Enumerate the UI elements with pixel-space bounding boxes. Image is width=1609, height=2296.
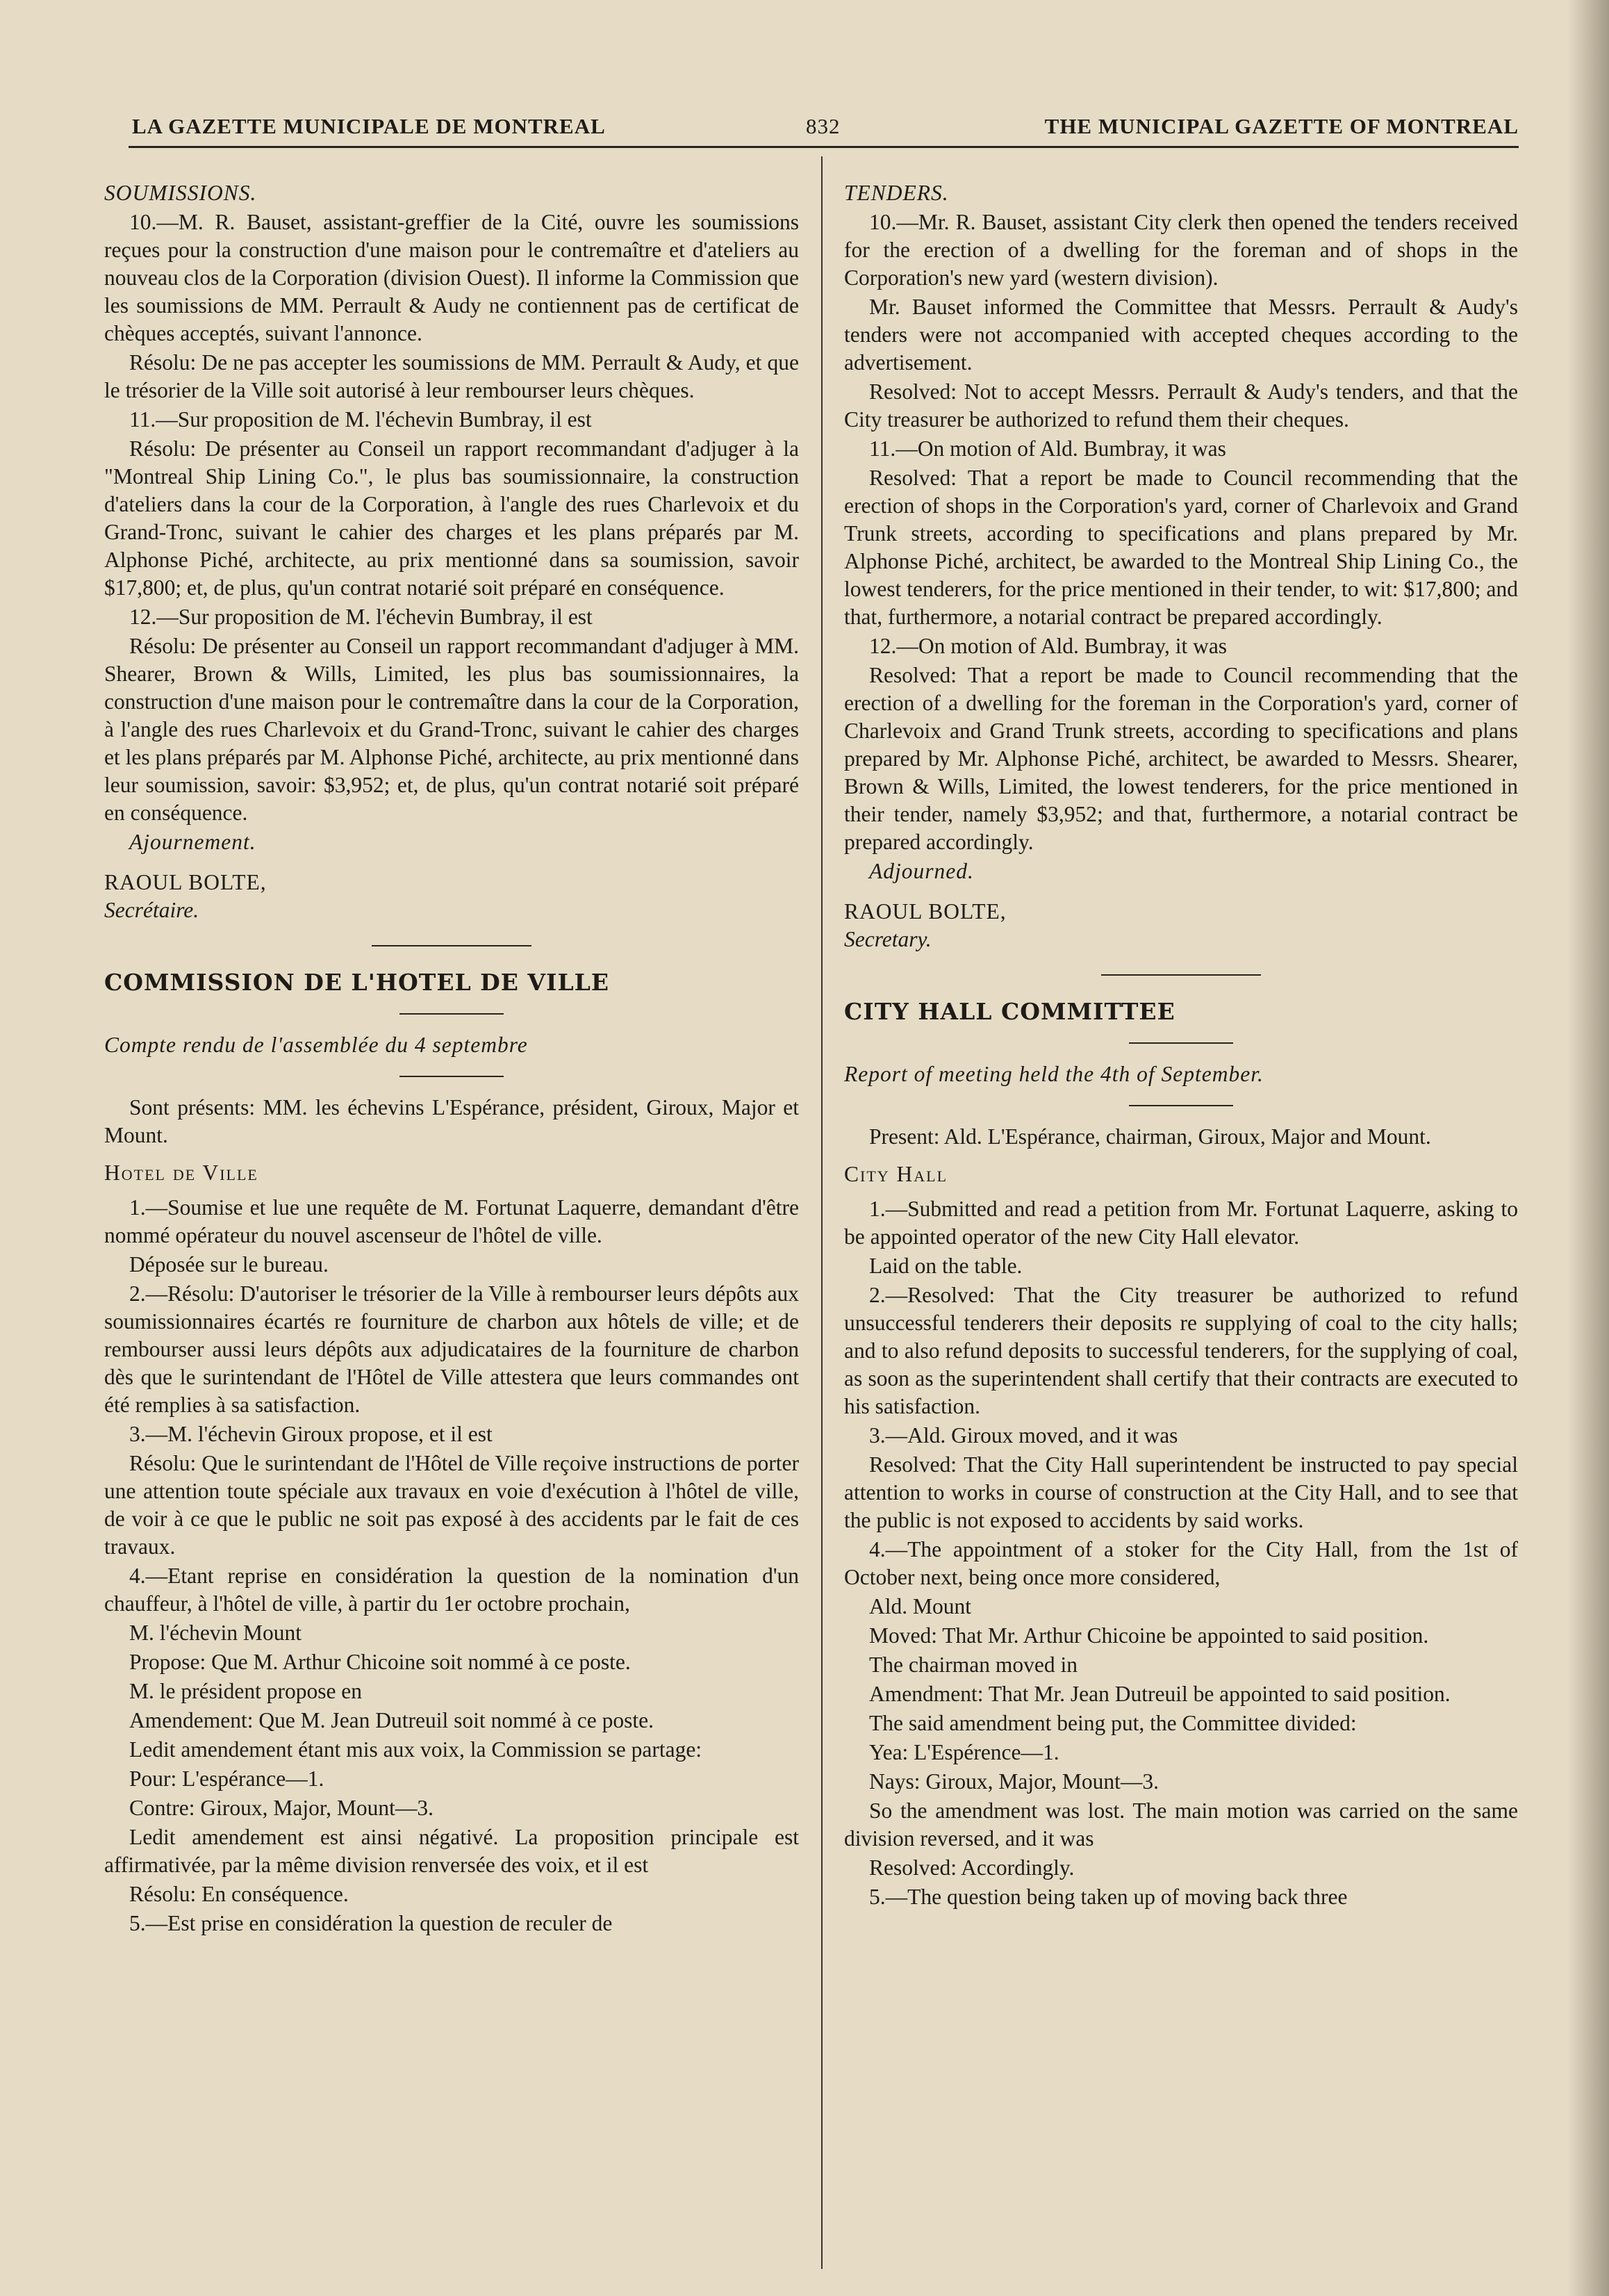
paragraph: 1.—Submitted and read a petition from Mr. Fortunat Laquerre, asking to be appointed operator of the new City Hall elevator. [844,1197,1518,1249]
paragraph: 2.—Résolu: D'autoriser le trésorier de la Ville à rembourser leurs dépôts aux soumissionnaires écartés re fourniture de charbon aux hôtels de ville; et de rembourser aussi leurs dépôts aux adjudicataires de la fourniture de charbon dès que le surintendant de l'Hôtel de Ville attestera que leurs commandes ont été remplies à sa satisfaction. [104,1281,799,1417]
paragraph: 1.—Soumise et lue une requête de M. Fortunat Laquerre, demandant d'être nommé opérateur du nouvel ascenseur de l'hôtel de ville. [104,1195,799,1247]
section-title: COMMISSION DE L'HOTEL DE VILLE [104,969,610,996]
sub-heading: Hotel de Ville [104,1161,258,1185]
french-column [104,179,799,1939]
header-english-title: THE MUNICIPAL GAZETTE OF MONTREAL [1044,114,1519,138]
paragraph: Resolved: Not to accept Messrs. Perrault & Audy's tenders, and that the City treasurer be authorized to refund them their cheques. [844,379,1518,432]
paragraph: Ald. Mount [869,1594,972,1618]
paragraph: 12.—Sur proposition de M. l'échevin Bumbray, il est [129,605,593,629]
paragraph: 10.—Mr. R. Bauset, assistant City clerk then opened the tenders received for the erection of a dwelling for the foreman and of shops in the Corporation's new yard (western division). [844,210,1518,290]
paragraph: Résolu: De présenter au Conseil un rapport recommandant d'adjuger à MM. Shearer, Brown & Wills, Limited, les plus bas soumissionnaires, la construction d'une maison pour le contremaître dans la cour de la Corporation, à l'angle des rues Charlevoix et du Grand-Tronc, suivant le cahier des charges et les plans préparés par M. Alphonse Piché, architecte, au prix mentionné dans leur soumission, savoir: $3,952; et, de plus, qu'un contrat notarié soit préparé en conséquence. [104,634,799,825]
page-number: 832 [806,114,841,138]
section-heading-soumissions: SOUMISSIONS. [104,181,257,205]
paragraph: 4.—Etant reprise en considération la question de la nomination d'un chauffeur, à l'hôtel de ville, à partir du 1er octobre prochain, [104,1564,799,1616]
signature-role: Secrétaire. [104,898,199,922]
adjournment: Adjourned. [869,859,974,883]
section-heading-tenders: TENDERS. [844,181,949,205]
divider [399,1076,504,1077]
paragraph: Amendement: Que M. Jean Dutreuil soit nommé à ce poste. [129,1708,654,1732]
adjournment: Ajournement. [129,830,256,854]
paragraph: Yea: L'Espérence—1. [869,1740,1059,1764]
paragraph: 11.—On motion of Ald. Bumbray, it was [869,436,1226,461]
paragraph: 5.—Est prise en considération la question de reculer de [129,1911,613,1935]
section-title: CITY HALL COMMITTEE [844,998,1175,1025]
paragraph: Déposée sur le bureau. [129,1252,329,1277]
report-subtitle: Report of meeting held the 4th of September. [844,1062,1264,1086]
paragraph: Propose: Que M. Arthur Chicoine soit nommé à ce poste. [129,1650,631,1674]
present-line: Sont présents: MM. les échevins L'Espérance, président, Giroux, Major et Mount. [104,1095,799,1147]
paragraph: Nays: Giroux, Major, Mount—3. [869,1769,1159,1794]
paragraph: M. le président propose en [129,1679,363,1703]
paragraph: Laid on the table. [869,1254,1023,1278]
divider [1129,1042,1233,1044]
paragraph: Resolved: Accordingly. [869,1855,1075,1880]
paragraph: Resolved: That the City Hall superintendent be instructed to pay special attention to works in course of construction at the City Hall, and to see that the public is not exposed to accidents by said works. [844,1452,1518,1532]
paragraph: M. l'échevin Mount [129,1621,302,1645]
paragraph: Résolu: Que le surintendant de l'Hôtel de Ville reçoive instructions de porter une attention toute spéciale aux travaux en voie d'exécution à l'hôtel de ville, de voir à ce que le public ne soit pas exposé à des accidents par le fait de ces travaux. [104,1451,799,1559]
divider [1101,974,1261,976]
paragraph: Résolu: De ne pas accepter les soumissions de MM. Perrault & Audy, et que le trésorier de la Ville soit autorisé à leur rembourser leurs chèques. [104,350,799,402]
page-binding-shadow [1567,0,1609,2296]
signature-name: RAOUL BOLTE, [844,899,1007,924]
present-line: Present: Ald. L'Espérance, chairman, Giroux, Major and Mount. [869,1124,1431,1149]
paragraph: Resolved: That a report be made to Council recommending that the erection of shops in the Corporation's yard, corner of Charlevoix and Grand Trunk streets, according to specifications and plans prepared by Mr. Alphonse Piché, architect, be awarded to the Montreal Ship Lining Co., the lowest tenderers, for the price mentioned in their tender, to wit: $17,800; and that, furthermore, a notarial contract be prepared accordingly. [844,466,1518,629]
paragraph: The said amendment being put, the Committee divided: [869,1711,1357,1735]
paragraph: Résolu: De présenter au Conseil un rapport recommandant d'adjuger à la "Montreal Ship Lining Co.", le plus bas soumissionnaire, la construction d'ateliers dans la cour de la Corporation, à l'angle des rues Charlevoix et du Grand-Tronc, suivant le cahier des charges et les plans préparés par M. Alphonse Piché, architecte, au prix mentionné dans sa soumission, savoir $17,800; et, de plus, qu'un contrat notarié soit préparé en conséquence. [104,436,799,600]
paragraph: Pour: L'espérance—1. [129,1766,324,1791]
paragraph: The chairman moved in [869,1653,1078,1677]
paragraph: Mr. Bauset informed the Committee that Messrs. Perrault & Audy's tenders were not accompanied with accepted cheques according to the advertisement. [844,295,1518,375]
header-french-title: LA GAZETTE MUNICIPALE DE MONTREAL [132,114,606,138]
paragraph: Resolved: That a report be made to Council recommending that the erection of a dwelling for the foreman in the Corporation's yard, corner of Charlevoix and Grand Trunk streets, according to specifications and plans prepared by Mr. Alphonse Piché, architect, be awarded to Messrs. Shearer, Brown & Wills, Limited, the lowest tenderers, for the price mentioned in their tender, namely $3,952; and that, furthermore, a notarial contract be prepared accordingly. [844,663,1518,854]
paragraph: Ledit amendement étant mis aux voix, la Commission se partage: [129,1737,702,1762]
divider [399,1013,504,1015]
column-divider [821,156,823,2269]
report-subtitle: Compte rendu de l'assemblée du 4 septembre [104,1033,528,1057]
paragraph: 5.—The question being taken up of moving back three [869,1885,1348,1909]
paragraph: Moved: That Mr. Arthur Chicoine be appointed to said position. [869,1623,1429,1648]
paragraph: Amendment: That Mr. Jean Dutreuil be appointed to said position. [869,1682,1451,1706]
divider [372,945,531,946]
sub-heading: City Hall [844,1162,948,1186]
divider [1129,1105,1233,1106]
paragraph: 10.—M. R. Bauset, assistant-greffier de la Cité, ouvre les soumissions reçues pour la construction d'une maison pour le contremaître et d'ateliers au nouveau clos de la Corporation (division Ouest). Il informe la Commission que les soumissions de MM. Perrault & Audy ne contiennent pas de certificat de chèques acceptés, suivant l'annonce. [104,210,799,345]
signature-role: Secretary. [844,927,932,951]
paragraph: Ledit amendement est ainsi négativé. La proposition principale est affirmativée, par la même division renversée des voix, et il est [104,1825,799,1877]
paragraph: 3.—M. l'échevin Giroux propose, et il est [129,1422,493,1446]
paragraph: 3.—Ald. Giroux moved, and it was [869,1423,1178,1448]
signature-name: RAOUL BOLTE, [104,870,267,894]
paragraph: So the amendment was lost. The main motion was carried on the same division reversed, and it was [844,1798,1518,1851]
paragraph: 2.—Resolved: That the City treasurer be authorized to refund unsuccessful tenderers their deposits re supplying of coal to the city halls; and to also refund deposits to successful tenderers, for the supplying of coal, as soon as the superintendent shall certify that their contracts are executed to his satisfaction. [844,1283,1518,1418]
english-column [844,179,1518,1912]
paragraph: Résolu: En conséquence. [129,1882,349,1906]
paragraph: 11.—Sur proposition de M. l'échevin Bumbray, il est [129,407,592,432]
paragraph: 12.—On motion of Ald. Bumbray, it was [869,634,1228,658]
paragraph: 4.—The appointment of a stoker for the City Hall, from the 1st of October next, being once more considered, [844,1537,1518,1589]
page-header [129,110,1519,148]
paragraph: Contre: Giroux, Major, Mount—3. [129,1796,434,1820]
